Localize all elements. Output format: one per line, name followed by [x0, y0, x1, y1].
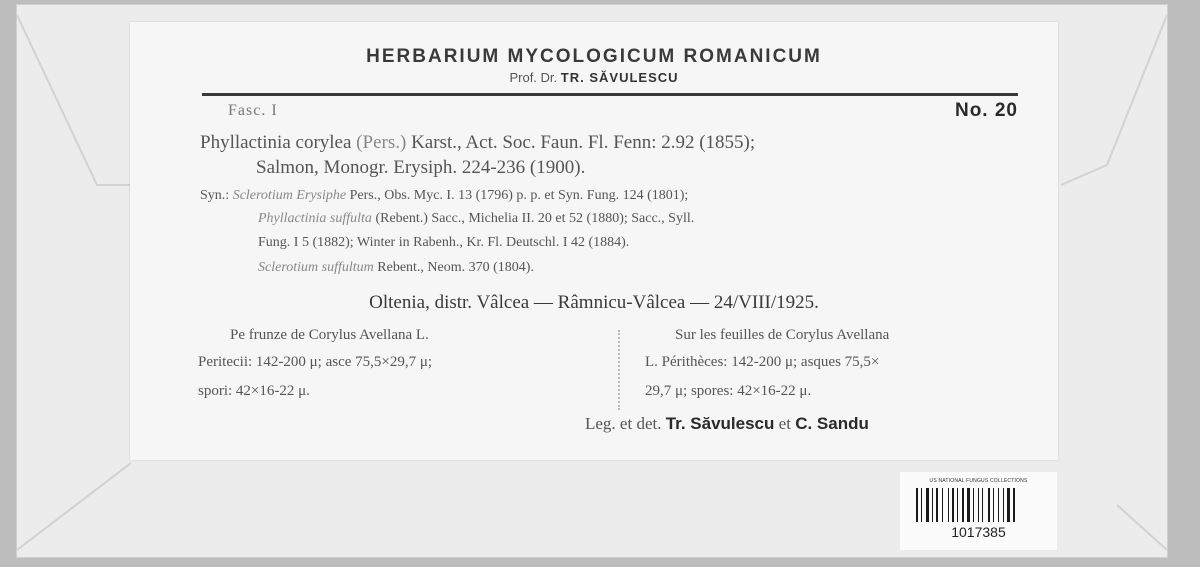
barcode-bar	[926, 488, 929, 522]
species-line-2: Salmon, Monogr. Erysiph. 224-236 (1900).	[256, 157, 586, 178]
synonym-line-1	[200, 188, 688, 204]
french-desc-line-2: L. Périthèces: 142-200 μ; asques 75,5×	[645, 354, 880, 370]
species-name: Phyllactinia corylea	[200, 132, 352, 153]
herbarium-title: HERBARIUM MYCOLOGICUM ROMANICUM	[366, 46, 822, 67]
barcode-bar	[973, 488, 974, 522]
collector-1: Tr. Săvulescu	[665, 414, 775, 433]
column-divider	[618, 330, 620, 410]
barcode-bar	[1013, 488, 1015, 522]
species-citation: Karst., Act. Soc. Faun. Fl. Fenn: 2.92 (1855);	[411, 132, 756, 153]
synonym-prefix: Syn.:	[200, 188, 230, 203]
synonym-1-name: Sclerotium Erysiphe	[232, 188, 347, 203]
romanian-desc-line-3: spori: 42×16-22 μ.	[198, 383, 310, 399]
synonym-3-citation: Rebent., Neom. 370 (1804).	[377, 260, 534, 275]
barcode-bar	[988, 488, 990, 522]
french-desc-line-3: 29,7 μ; spores: 42×16-22 μ.	[645, 383, 812, 399]
barcode-bar	[998, 488, 999, 522]
barcode-bar	[948, 488, 949, 522]
barcode-bars	[916, 488, 1041, 522]
collector-and: et	[778, 414, 791, 433]
herbarium-label	[130, 22, 1058, 460]
specimen-number: No. 20	[954, 100, 1018, 121]
barcode-bar	[936, 488, 938, 522]
barcode-bar	[942, 488, 943, 522]
synonym-line-3: Fung. I 5 (1882); Winter in Rabenh., Kr. Fl. Deutschl. I 42 (1884).	[258, 235, 630, 250]
species-author: (Pers.)	[356, 132, 407, 153]
collector-2: C. Sandu	[795, 414, 869, 433]
barcode-bar	[957, 488, 958, 522]
french-desc-line-1: Sur les feuilles de Corylus Avellana	[675, 327, 890, 343]
collector-prefix: Leg. et det.	[585, 414, 662, 433]
barcode-bar	[932, 488, 933, 522]
barcode-bar	[993, 488, 994, 522]
synonym-3-name: Sclerotium suffultum	[258, 260, 374, 275]
editor-prefix: Prof. Dr.	[509, 70, 558, 85]
barcode-bar	[962, 488, 964, 522]
barcode-bar	[916, 488, 918, 522]
romanian-desc-line-2: Peritecii: 142-200 μ; asce 75,5×29,7 μ;	[198, 354, 433, 370]
barcode-bar	[952, 488, 954, 522]
header-rule	[202, 93, 1018, 96]
romanian-desc-line-1: Pe frunze de Corylus Avellana L.	[230, 327, 429, 343]
synonym-line-2	[258, 211, 694, 227]
editor-name: TR. SĂVULESCU	[560, 70, 679, 85]
barcode-bar	[1003, 488, 1004, 522]
species-line-1	[200, 132, 755, 154]
barcode-header: US NATIONAL FUNGUS COLLECTIONS	[929, 478, 1028, 484]
collector-line	[585, 414, 869, 434]
synonym-line-4	[258, 260, 534, 276]
barcode-bar	[967, 488, 970, 522]
barcode-bar	[978, 488, 979, 522]
synonym-2-name: Phyllactinia suffulta	[258, 211, 372, 226]
barcode-bar	[982, 488, 983, 522]
barcode-bar	[921, 488, 922, 522]
fascicle-label: Fasc. I	[228, 102, 278, 119]
barcode-label	[900, 472, 1057, 550]
herbarium-editor	[130, 70, 1058, 85]
locality-line: Oltenia, distr. Vâlcea — Râmnicu-Vâlcea — 24/VIII/1925.	[369, 292, 819, 313]
synonym-1-citation: Pers., Obs. Myc. I. 13 (1796) p. p. et Syn. Fung. 124 (1801);	[349, 188, 689, 203]
barcode-bar	[1007, 488, 1010, 522]
synonym-2-citation: (Rebent.) Sacc., Michelia II. 20 et 52 (1880); Sacc., Syll.	[375, 211, 695, 226]
barcode-number: 1017385	[951, 524, 1006, 540]
